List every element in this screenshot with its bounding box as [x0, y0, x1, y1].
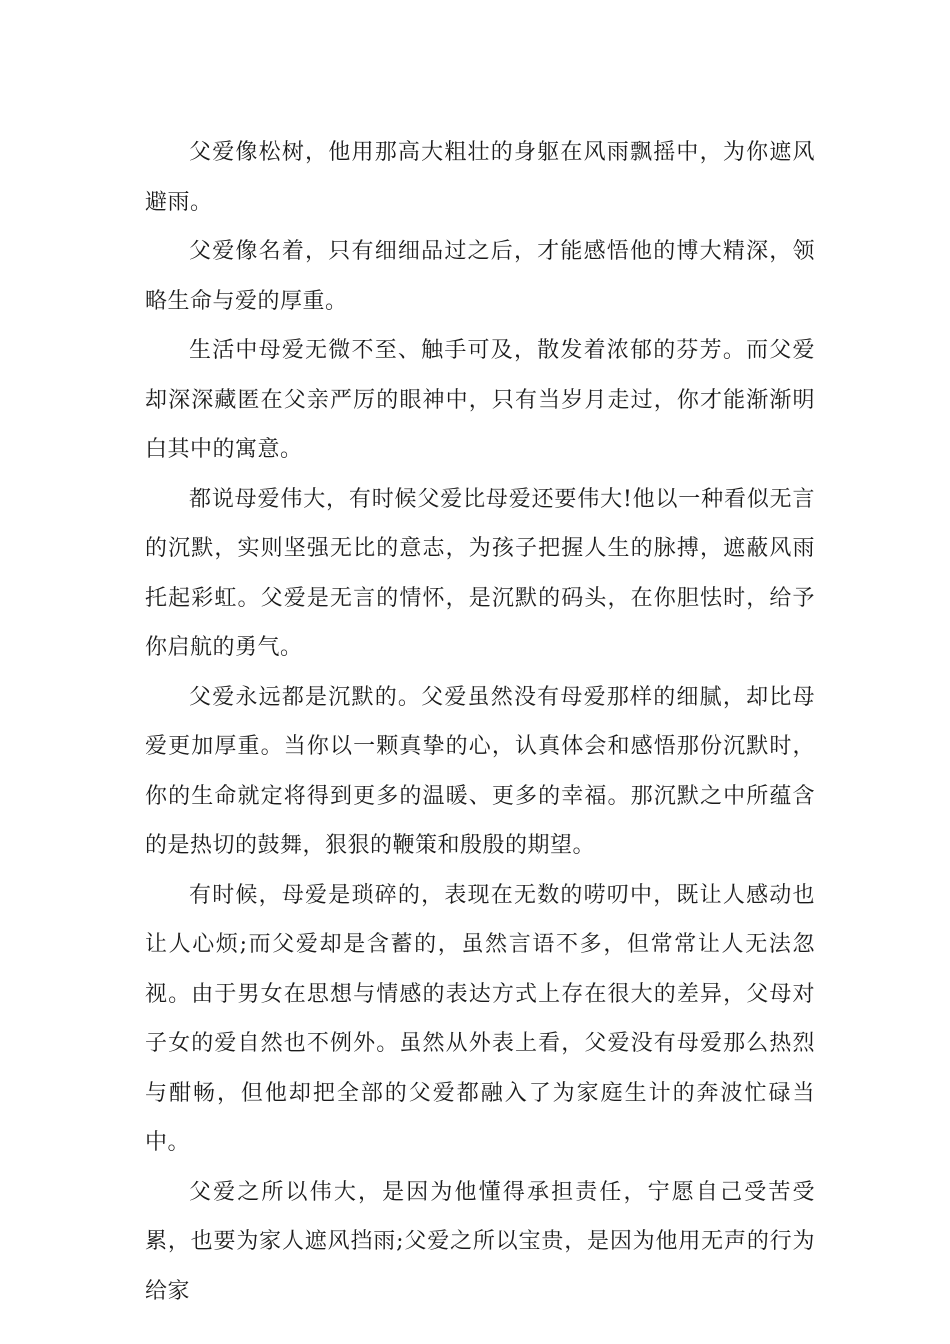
paragraph-1: 父爱像松树，他用那高大粗壮的身躯在风雨飘摇中，为你遮风避雨。	[145, 140, 815, 215]
document-body	[145, 128, 815, 1316]
paragraph-7: 父爱之所以伟大，是因为他懂得承担责任，宁愿自己受苦受累，也要为家人遮风挡雨;父爱之所以宝贵，是因为他用无声的行为给家	[145, 1179, 815, 1304]
paragraph-2: 父爱像名着，只有细细品过之后，才能感悟他的博大精深，领略生命与爱的厚重。	[145, 239, 815, 314]
paragraph-5: 父爱永远都是沉默的。父爱虽然没有母爱那样的细腻，却比母爱更加厚重。当你以一颗真挚的心，认真体会和感悟那份沉默时，你的生命就定将得到更多的温暖、更多的幸福。那沉默之中所蕴含的是热切的鼓舞，狠狠的鞭策和殷殷的期望。	[145, 684, 815, 858]
paragraph-6: 有时候，母爱是琐碎的，表现在无数的唠叨中，既让人感动也让人心烦;而父爱却是含蓄的，虽然言语不多，但常常让人无法忽视。由于男女在思想与情感的表达方式上存在很大的差异，父母对子女的爱自然也不例外。虽然从外表上看，父爱没有母爱那么热烈与酣畅，但他却把全部的父爱都融入了为家庭生计的奔波忙碌当中。	[145, 882, 815, 1155]
paragraph-4: 都说母爱伟大，有时候父爱比母爱还要伟大!他以一种看似无言的沉默，实则坚强无比的意志，为孩子把握人生的脉搏，遮蔽风雨托起彩虹。父爱是无言的情怀，是沉默的码头，在你胆怯时，给予你启航的勇气。	[145, 486, 815, 660]
paragraph-3: 生活中母爱无微不至、触手可及，散发着浓郁的芬芳。而父爱却深深藏匿在父亲严厉的眼神中，只有当岁月走过，你才能渐渐明白其中的寓意。	[145, 338, 815, 462]
